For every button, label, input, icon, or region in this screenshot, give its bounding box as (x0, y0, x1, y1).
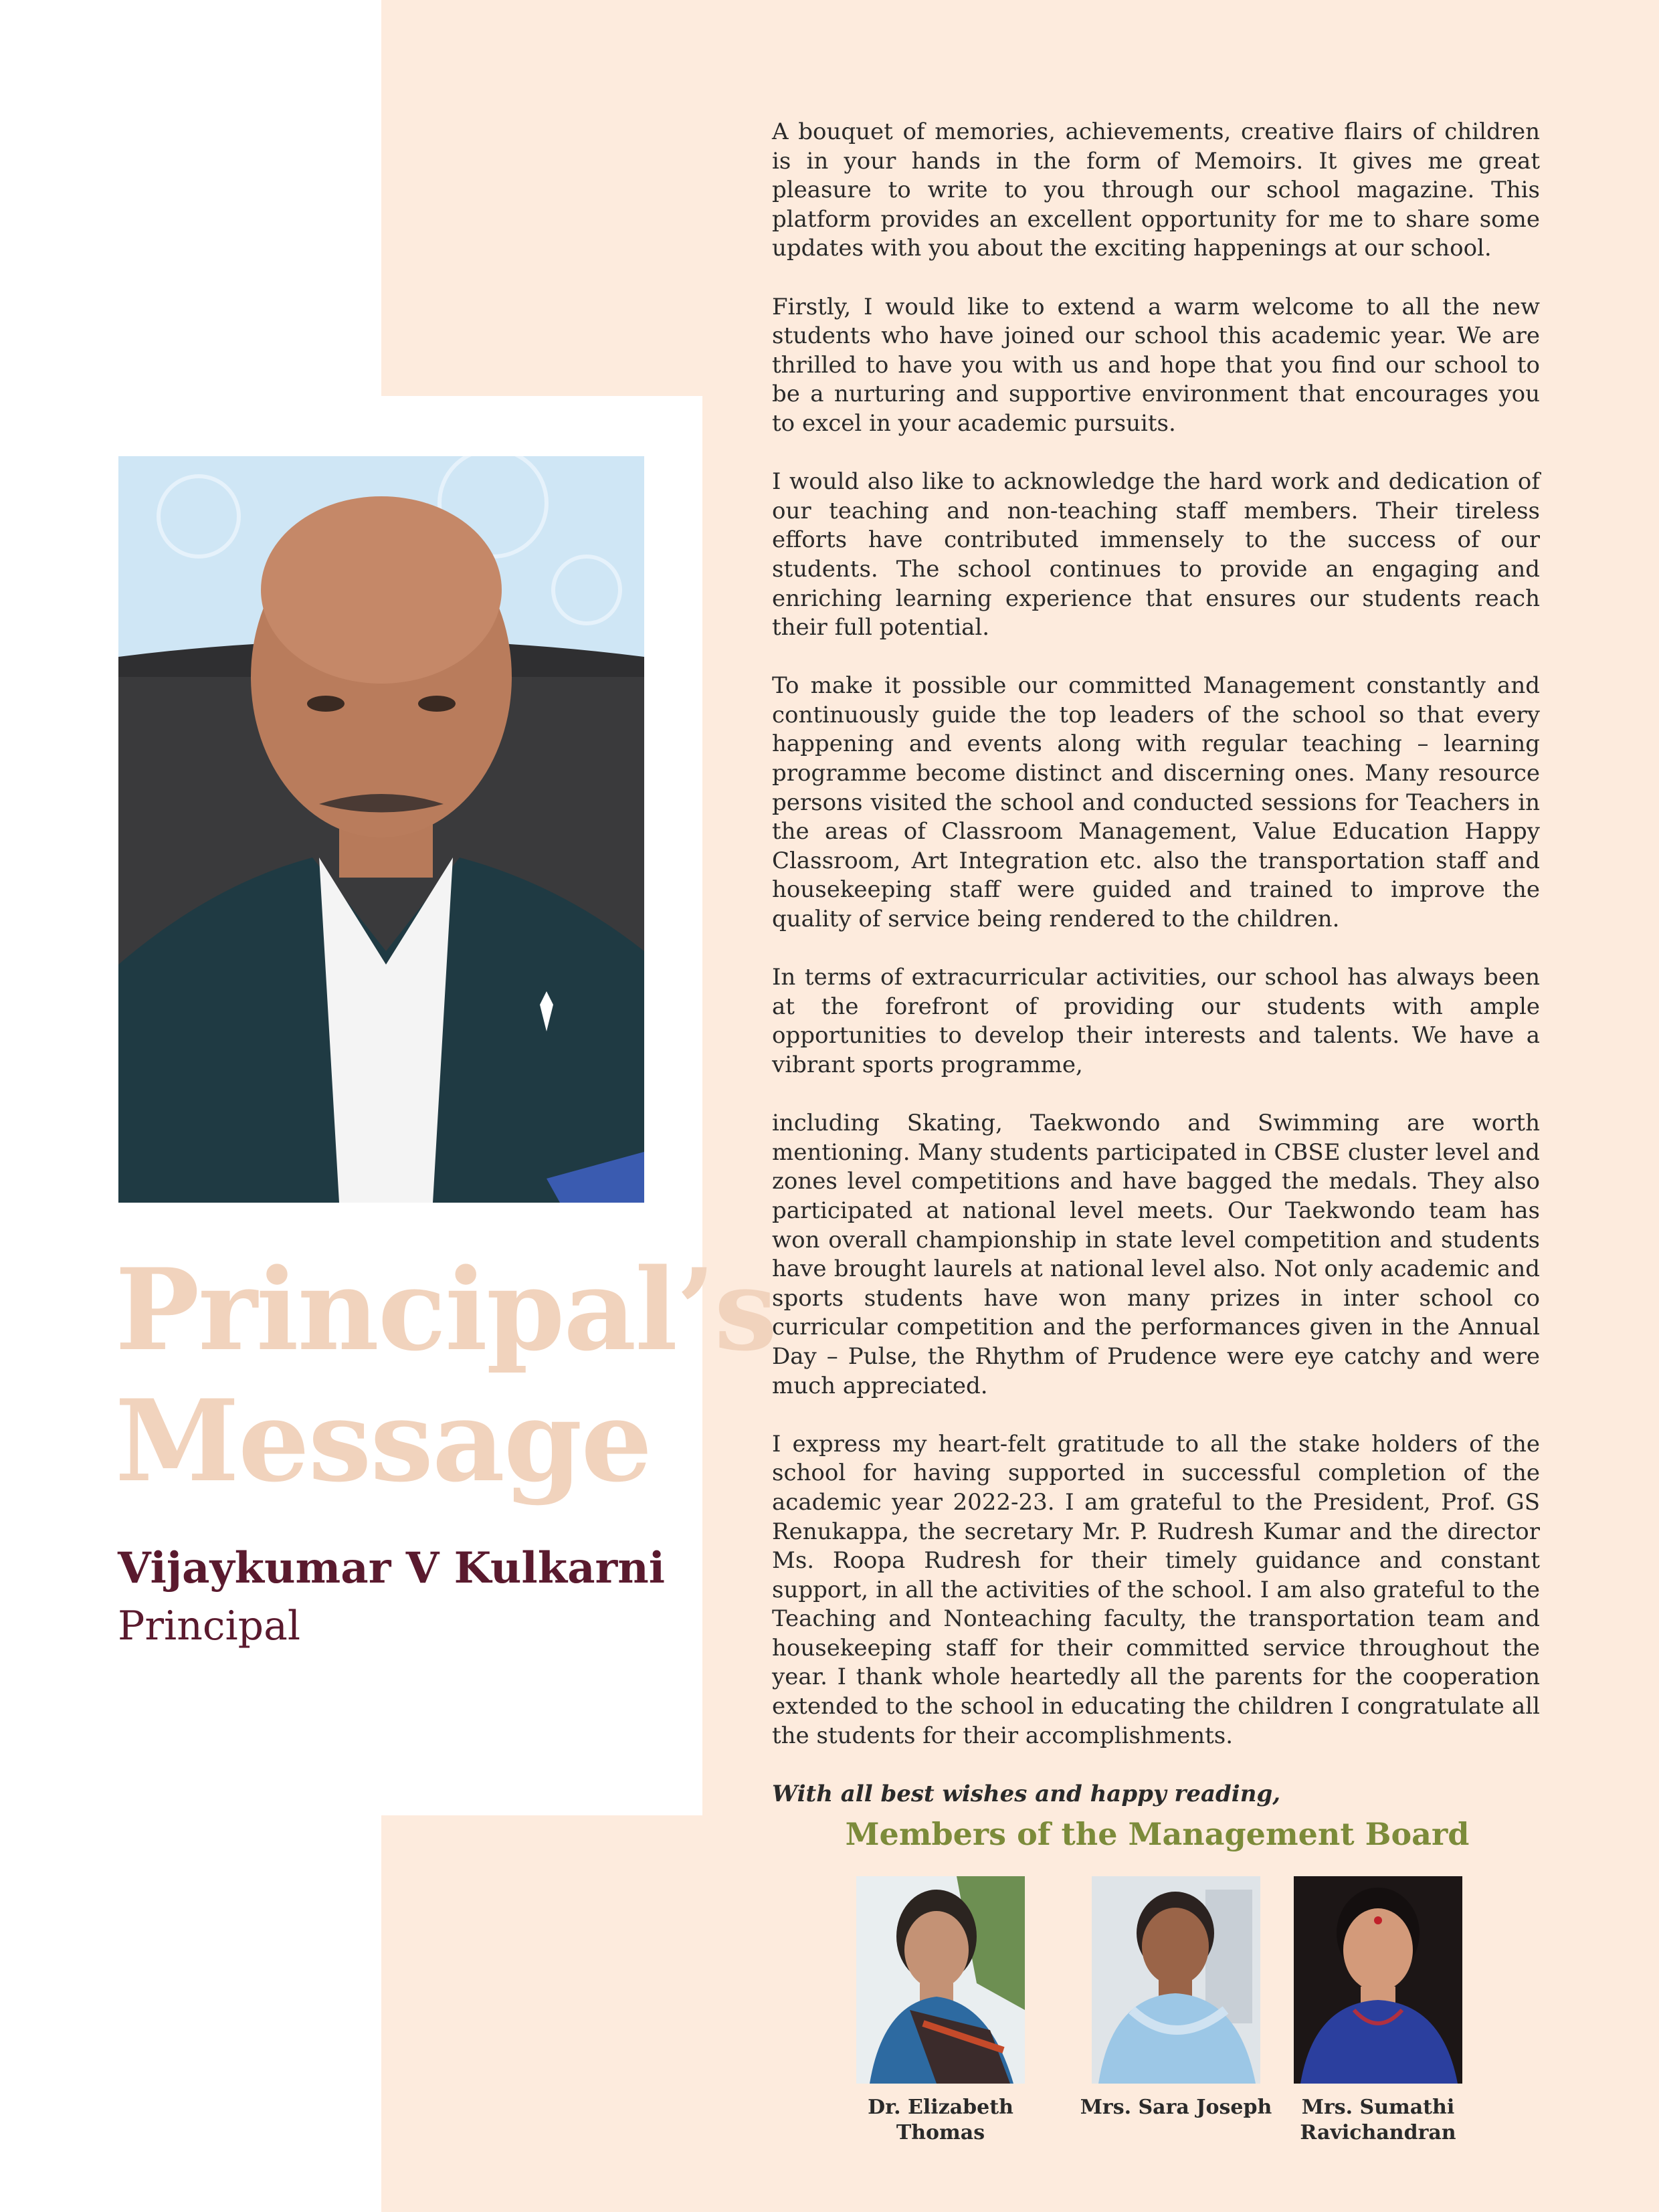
principal-photo (118, 456, 644, 1203)
member-photo-2 (1092, 1876, 1260, 2084)
member-name-1: Dr. Elizabeth Thomas (868, 2096, 1013, 2144)
message-paragraph: I would also like to acknowledge the hard work and dedication of our teaching and non-teaching staff members. Their tireless efforts have contributed immensely to the success of our students. The school continues to provide an engaging and enriching learning experience that ensures our students reach their full potential. (772, 468, 1540, 641)
member-photo-3 (1294, 1876, 1462, 2084)
author-name: Vijaykumar V Kulkarni (118, 1543, 666, 1593)
member-name-2: Mrs. Sara Joseph (1080, 2096, 1272, 2119)
message-paragraph: To make it possible our committed Management constantly and continuously guide the top leaders of the school so that every happening and events along with regular teaching – learning programme become distinct and discerning ones. Many resource persons visited the school and conducted sessions for Teachers in the areas of Classroom Management, Value Education Happy Classroom, Art Integration etc. also the transportation staff and housekeeping staff were guided and trained to improve the quality of service being rendered to the children. (772, 672, 1540, 933)
message-paragraph: including Skating, Taekwondo and Swimming are worth mentioning. Many students participated in CBSE cluster level and zones level competitions and have bagged the medals. They also participated at national level meets. Our Taekwondo team has won overall championship in state level competition and students have brought laurels at national level also. Not only academic and sports students have won many prizes in inter school co curricular competition and the performances given in the Annual Day – Pulse, the Rhythm of Prudence were eye catchy and were much appreciated. (772, 1110, 1540, 1399)
heading-line-2: Message (115, 1375, 652, 1507)
message-body (772, 118, 1540, 1809)
message-closing: With all best wishes and happy reading, (772, 1780, 1281, 1807)
member-photo-1 (856, 1876, 1025, 2084)
message-paragraph: Firstly, I would like to extend a warm welcome to all the new students who have joined our school this academic year. We are thrilled to have you with us and hope that you find our school to be a nurturing and supportive environment that encourages you to excel in your academic pursuits. (772, 293, 1540, 437)
heading-line-1: Principal’s (115, 1243, 777, 1376)
page-heading (115, 1243, 777, 1507)
message-paragraph: I express my heart-felt gratitude to all the stake holders of the school for having supported in successful completion of the academic year 2022-23. I am grateful to the President, Prof. GS Renukappa, the secretary Mr. P. Rudresh Kumar and the director Ms. Roopa Rudresh for their timely guidance and constant support, in all the activities of the school. I am also grateful to the Teaching and Nonteaching faculty, the transportation team and housekeeping staff for their committed service throughout the year. I thank whole heartedly all the parents for the cooperation extended to the school in educating the children I congratulate all the students for their accomplishments. (772, 1430, 1540, 1749)
board-title: Members of the Management Board (845, 1816, 1470, 1852)
message-paragraph: In terms of extracurricular activities, our school has always been at the forefront of providing our students with ample opportunities to develop their interests and talents. We have a vibrant sports programme, (772, 964, 1540, 1078)
member-name-3: Mrs. Sumathi Ravichandran (1300, 2096, 1456, 2144)
message-paragraph: A bouquet of memories, achievements, creative flairs of children is in your hands in the form of Memoirs. It gives me great pleasure to write to you through our school magazine. This platform provides an excellent opportunity for me to share some updates with you about the exciting happenings at our school. (772, 118, 1540, 262)
author-role: Principal (118, 1603, 301, 1649)
